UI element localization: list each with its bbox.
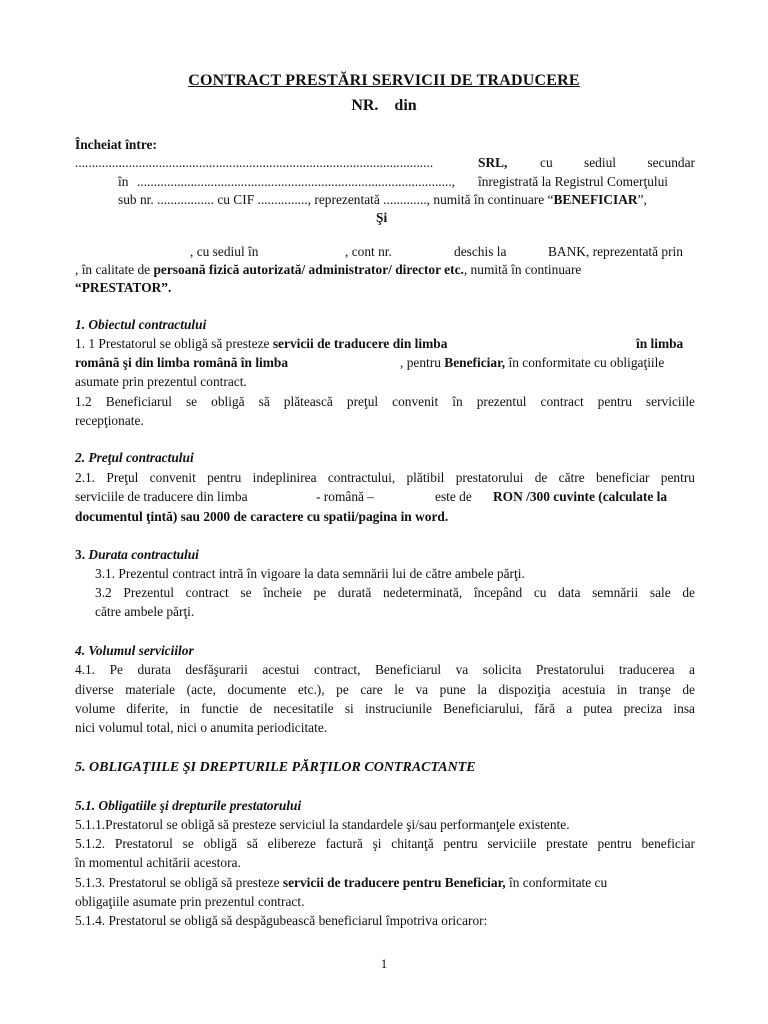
party1-line2-registru: înregistrată la Registrul Comerţului	[478, 174, 669, 189]
party2-prestator: “PRESTATOR”.	[75, 280, 172, 295]
s1-1-line2b: , pentru Beneficiar, în conformitate cu obligaţiile	[400, 355, 665, 370]
si-conjunction: Şi	[376, 210, 388, 225]
section5-heading: 5. OBLIGAŢIILE ŞI DREPTURILE PĂRŢILOR CONTRACTANTE	[75, 760, 476, 775]
s2-1-line2b: - română –	[316, 489, 375, 504]
s3-1: 3.1. Prezentul contract intră în vigoare la data semnării lui de către ambele părţi.	[95, 566, 525, 581]
party1-srl: SRL,	[478, 155, 508, 170]
party2-sediul: , cu sediul în	[190, 244, 259, 259]
incheiat-intre: Încheiat între:	[75, 137, 157, 152]
section4-heading: 4. Volumul serviciilor	[75, 643, 194, 658]
contract-number	[0, 97, 768, 115]
s4-1-line4: nici volumul total, nici o anumita periodicitate.	[75, 720, 328, 735]
s2-1-line3: documentul ţintă) sau 2000 de caractere cu spatii/pagina in word.	[75, 509, 449, 524]
s2-1-line2d: RON /300 cuvinte (calculate la	[493, 489, 668, 504]
s5-1-3-line1: 5.1.3. Prestatorul se obligă să presteze servicii de traducere pentru Beneficiar, în conformitate cu	[75, 875, 608, 890]
s1-1-line2a: română şi din limba română în limba	[75, 355, 289, 370]
party2-deschis: deschis la	[454, 244, 507, 259]
s1-1-line3: asumate prin prezentul contract.	[75, 374, 247, 389]
s2-1-line1: 2.1. Preţul convenit pentru indeplinirea contractului, plătibil prestatorului de către beneficiar pentru	[75, 470, 695, 485]
section1-heading: 1. Obiectul contractului	[75, 317, 207, 332]
s5-1-2-line2: în momentul achitării acestora.	[75, 855, 241, 870]
party2-calitate: , în calitate de persoană fizică autorizată/ administrator/ director etc., numită în continuare	[75, 262, 582, 277]
s5-1-1: 5.1.1.Prestatorul se obligă să presteze serviciul la standardele şi/sau performanţele existente.	[75, 817, 570, 832]
page-number: 1	[380, 956, 388, 971]
party1-line2-in: în	[118, 174, 129, 189]
s3-2-line2: către ambele părţi.	[95, 604, 195, 619]
party1-dots: ...........................................................................................................	[75, 155, 434, 170]
s4-1-line1: 4.1. Pe durata desfăşurarii acestui contract, Beneficiarul va solicita Prestatorului traducerea a	[75, 662, 695, 677]
section3-heading: 3. Durata contractului	[75, 547, 199, 562]
s1-2-line2: recepţionate.	[75, 413, 144, 428]
s2-1-line2c: este de	[435, 489, 472, 504]
s1-2-line1: 1.2 Beneficiarul se obligă să plătească preţul convenit în prezentul contract pentru serviciile	[75, 394, 695, 409]
section5-1-heading: 5.1. Obligatiile şi drepturile prestatorului	[75, 798, 302, 813]
s4-1-line3: volume diferite, in functie de necesitatile si instruciunile Beneficiarului, fără a putea preciza insa	[75, 701, 695, 716]
s1-1-in-limba: în limba	[636, 336, 684, 351]
party1-line3: sub nr. ................. cu CIF ..............., reprezentată ............., numită în continuare “BENEFICIAR”,	[118, 192, 647, 207]
s4-1-line2: diverse materiale (acte, documente etc.), pe care le va pune la dispoziţia acestuia in tranşe de	[75, 682, 695, 697]
party2-bank: BANK, reprezentată prin	[548, 244, 683, 259]
contract-title: CONTRACT PRESTĂRI SERVICII DE TRADUCERE	[188, 72, 580, 89]
din-label: din	[394, 97, 417, 114]
s5-1-3-line2: obligaţiile asumate prin prezentul contract.	[75, 894, 305, 909]
party2-cont: , cont nr.	[345, 244, 392, 259]
party1-line2-dots: ..............................................................................................,	[137, 174, 456, 189]
nr-label: NR.	[351, 97, 379, 114]
s2-1-line2a: serviciile de traducere din limba	[75, 489, 248, 504]
section2-heading: 2. Preţul contractului	[75, 450, 194, 465]
s5-1-2-line1: 5.1.2. Prestatorul se obligă să elibereze factură şi chitanţă pentru serviciile prestate pentru beneficiar	[75, 836, 695, 851]
party1-sediul: cu sediul secundar	[540, 155, 695, 170]
s3-2-line1: 3.2 Prezentul contract se încheie pe durată nedeterminată, începând cu data semnării sale de	[95, 585, 695, 600]
s1-1-line1: 1. 1 Prestatorul se obligă să presteze servicii de traducere din limba	[75, 336, 448, 351]
s5-1-4: 5.1.4. Prestatorul se obligă să despăgubească beneficiarul împotriva oricaror:	[75, 913, 488, 928]
